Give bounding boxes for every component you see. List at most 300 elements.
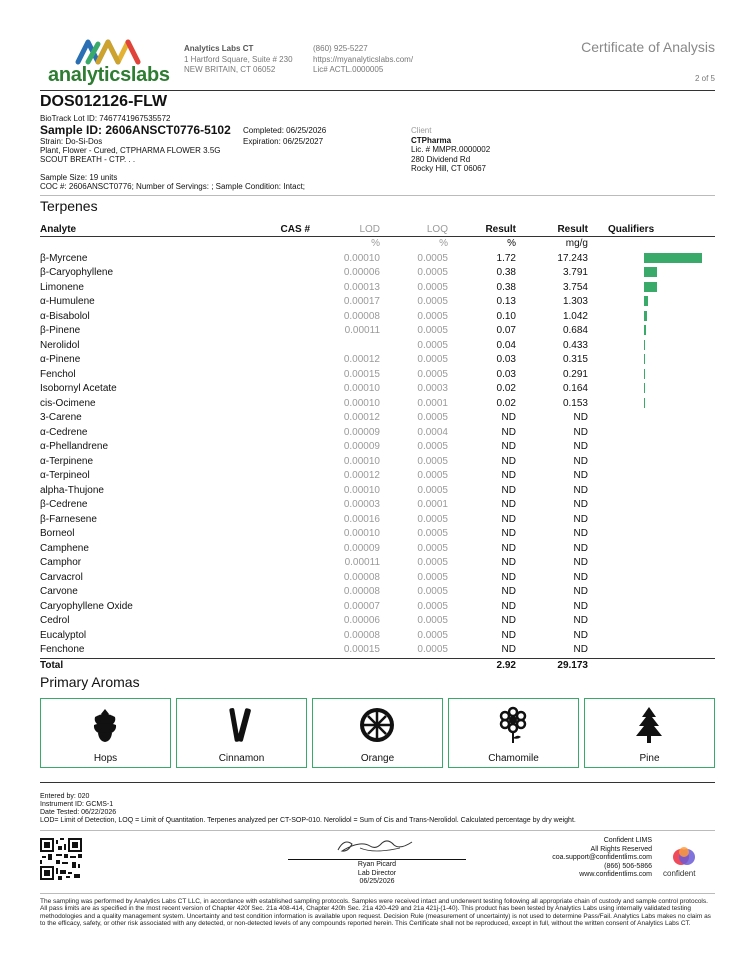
- terpenes-header-row: [40, 223, 715, 237]
- result-mg-cell: 1.303: [562, 296, 588, 307]
- qualifier-cell: [588, 455, 715, 470]
- loq-cell: 0.0001: [417, 499, 448, 510]
- result-pct-cell: ND: [501, 615, 516, 626]
- lod-cell: 0.00013: [343, 281, 380, 293]
- analyte-cell: Eucalyptol: [40, 629, 87, 641]
- sample-doc-id: DOS012126-FLW: [40, 93, 168, 110]
- unit-lod: %: [371, 238, 380, 249]
- analyte-cell: α-Phellandrene: [40, 441, 109, 452]
- analyte-cell: β-Caryophyllene: [40, 267, 114, 278]
- result-pct-cell: ND: [501, 542, 516, 554]
- result-pct-cell: ND: [501, 412, 516, 423]
- analyte-cell: Carvacrol: [40, 571, 83, 583]
- terpene-row: [40, 411, 715, 426]
- analyte-cell: α-Terpineol: [40, 470, 90, 481]
- result-bar: [644, 267, 657, 277]
- result-pct-cell: 0.04: [496, 339, 516, 351]
- loq-cell: 0.0005: [417, 368, 448, 380]
- sample-divider: [40, 195, 715, 196]
- result-mg-cell: ND: [573, 600, 588, 612]
- orange-icon: [357, 705, 397, 745]
- analyte-cell: α-Pinene: [40, 354, 81, 365]
- col-lod: LOD: [310, 223, 380, 237]
- loq-cell: 0.0005: [417, 310, 448, 322]
- terpene-row: [40, 339, 715, 354]
- qualifier-cell: [588, 426, 715, 441]
- qualifier-cell: [588, 339, 715, 354]
- instrument-id: Instrument ID: GCMS-1: [40, 801, 114, 808]
- cas-cell: [220, 469, 310, 484]
- qualifier-cell: [588, 281, 715, 296]
- result-pct-cell: 0.02: [496, 397, 516, 409]
- qualifier-cell: [588, 266, 715, 281]
- company-phone: (860) 925-5227: [313, 44, 368, 53]
- analyte-cell: Cedrol: [40, 615, 70, 626]
- cas-cell: [220, 455, 310, 470]
- lims-email[interactable]: coa.support@confidentlims.com: [552, 854, 652, 861]
- loq-cell: 0.0005: [417, 528, 448, 539]
- cas-cell: [220, 266, 310, 281]
- result-mg-cell: ND: [573, 441, 588, 452]
- qualifier-cell: [588, 484, 715, 499]
- qualifier-cell: [588, 252, 715, 267]
- result-pct-cell: ND: [501, 600, 516, 612]
- terpene-row: [40, 440, 715, 455]
- sample-expiration: Expiration: 06/25/2027: [243, 137, 324, 146]
- company-website[interactable]: https://myanalyticslabs.com/: [313, 54, 414, 64]
- lod-cell: 0.00017: [343, 296, 380, 307]
- logo-text: analyticslabs: [48, 64, 170, 86]
- cas-cell: [220, 411, 310, 426]
- analyte-cell: α-Terpinene: [40, 455, 94, 467]
- qualifier-cell: [588, 513, 715, 528]
- col-cas: CAS #: [220, 223, 310, 237]
- company-address-2: NEW BRITAIN, CT 06052: [184, 65, 276, 74]
- signer-block: [288, 861, 466, 887]
- analyte-cell: Isobornyl Acetate: [40, 383, 117, 394]
- signer-date: 06/25/2026: [359, 878, 395, 885]
- lod-cell: 0.00008: [343, 571, 380, 583]
- qualifier-cell: [588, 585, 715, 600]
- terpene-row: [40, 382, 715, 397]
- analyte-cell: α-Bisabolol: [40, 310, 90, 322]
- result-pct-cell: 1.72: [496, 252, 516, 264]
- total-lod: [310, 658, 380, 673]
- analyte-cell: Fenchone: [40, 644, 85, 655]
- result-mg-cell: 3.754: [562, 281, 588, 293]
- analyte-cell: Caryophyllene Oxide: [40, 600, 133, 612]
- lod-cell: 0.00007: [343, 600, 380, 612]
- qualifier-cell: [588, 527, 715, 542]
- result-bar: [644, 296, 648, 306]
- sample-product: SCOUT BREATH - CTP. . .: [40, 155, 136, 164]
- result-pct-cell: 0.13: [496, 296, 516, 307]
- terpene-row: [40, 643, 715, 658]
- col-result-pct: Result: [448, 223, 516, 237]
- terpene-row: [40, 513, 715, 528]
- cas-cell: [220, 556, 310, 571]
- client-address-2: Rocky Hill, CT 06067: [411, 164, 486, 173]
- result-pct-cell: ND: [501, 557, 516, 568]
- total-qualifier: [588, 658, 715, 673]
- disclaimer-text: The sampling was performed by Analytics Labs CT LLC, in accordance with established sampling protocols. Samples were received intact and underwent testing following all appropriate chain of custody and sample control protocols. All pass limits are as specified in the most recent version of Chapter 420f Sec. 21a 408-414, Chapter 420h Sec. 21a 420-429 and 21a 421j-(1-40). This product has been tested by Analytics Labs using internally validated testing methodologies and a quality management system. Uncertainty and test condition information is available upon request. Decision Rule (measurement of uncertainty) is not used to determine Pass/Fail. Analytics Labs makes no claim as to the efficacy, safety, or other risk associated with any detected, or non-detected levels of any compounds reported herein. This Certificate shall not be reproduced, except in full, without the written consent of Analytics Labs CT.: [40, 898, 711, 928]
- qualifier-cell: [588, 368, 715, 383]
- result-pct-cell: 0.03: [496, 354, 516, 365]
- cas-cell: [220, 527, 310, 542]
- cas-cell: [220, 571, 310, 586]
- result-pct-cell: ND: [501, 470, 516, 481]
- cas-cell: [220, 585, 310, 600]
- lod-cell: 0.00012: [343, 412, 380, 423]
- result-bar: [644, 369, 645, 379]
- lod-cell: 0.00010: [343, 484, 380, 496]
- total-cas: [220, 658, 310, 673]
- result-mg-cell: ND: [573, 644, 588, 655]
- cas-cell: [220, 397, 310, 412]
- loq-cell: 0.0005: [417, 615, 448, 626]
- aroma-label: Chamomile: [488, 753, 539, 764]
- terpene-row: [40, 266, 715, 281]
- result-mg-cell: ND: [573, 629, 588, 641]
- result-pct-cell: ND: [501, 528, 516, 539]
- loq-cell: 0.0005: [417, 484, 448, 496]
- lod-cell: 0.00008: [343, 586, 380, 597]
- footer-divider: [40, 830, 715, 831]
- terpene-row: [40, 295, 715, 310]
- lod-cell: 0.00010: [343, 252, 380, 264]
- terpene-row: [40, 426, 715, 441]
- terpene-row: [40, 600, 715, 615]
- result-pct-cell: ND: [501, 426, 516, 438]
- lod-cell: 0.00008: [343, 629, 380, 641]
- qualifier-cell: [588, 614, 715, 629]
- result-bar: [644, 354, 645, 364]
- lod-cell: 0.00016: [343, 513, 380, 525]
- pine-icon: [629, 705, 669, 745]
- date-tested: Date Tested: 06/22/2026: [40, 809, 117, 816]
- signature-image: [330, 834, 420, 858]
- result-pct-cell: ND: [501, 629, 516, 641]
- analyte-cell: β-Farnesene: [40, 513, 97, 525]
- cas-cell: [220, 629, 310, 644]
- hops-icon: [85, 705, 125, 745]
- cas-cell: [220, 281, 310, 296]
- lod-cell: 0.00003: [343, 499, 380, 510]
- confident-logo-text: confident: [663, 869, 696, 878]
- result-bar: [644, 383, 645, 393]
- result-mg-cell: ND: [573, 615, 588, 626]
- units-row: [40, 237, 715, 252]
- result-mg-cell: 0.433: [562, 339, 588, 351]
- doc-title: Certificate of Analysis: [581, 39, 715, 55]
- loq-cell: 0.0005: [417, 513, 448, 525]
- result-mg-cell: ND: [573, 571, 588, 583]
- loq-cell: 0.0004: [417, 426, 448, 438]
- company-info: [184, 44, 293, 76]
- result-pct-cell: ND: [501, 571, 516, 583]
- terpenes-table: [40, 223, 715, 673]
- analyte-cell: Nerolidol: [40, 339, 80, 351]
- signer-name: Ryan Picard: [357, 861, 397, 868]
- result-pct-cell: ND: [501, 513, 516, 525]
- analyte-cell: 3-Carene: [40, 412, 82, 423]
- terpene-row: [40, 614, 715, 629]
- company-address-1: 1 Hartford Square, Suite # 230: [184, 54, 293, 64]
- loq-cell: 0.0005: [417, 571, 448, 583]
- cas-cell: [220, 498, 310, 513]
- qualifier-cell: [588, 382, 715, 397]
- result-pct-cell: ND: [501, 499, 516, 510]
- result-mg-cell: ND: [573, 528, 588, 539]
- client-label: Client: [411, 126, 432, 135]
- analyte-cell: Camphor: [40, 557, 82, 568]
- cas-cell: [220, 643, 310, 658]
- analyte-cell: β-Cedrene: [40, 499, 88, 510]
- terpene-row: [40, 252, 715, 267]
- logo-mark-icon: [48, 36, 168, 66]
- cas-cell: [220, 513, 310, 528]
- lod-cell: 0.00010: [343, 397, 380, 409]
- company-logo: [48, 36, 168, 88]
- lod-cell: [310, 339, 380, 354]
- col-analyte: Analyte: [40, 223, 220, 237]
- terpenes-section-title: Terpenes: [40, 198, 98, 214]
- result-pct-cell: ND: [501, 455, 516, 467]
- lod-cell: 0.00010: [343, 455, 380, 467]
- loq-cell: 0.0005: [417, 644, 448, 655]
- sample-id: Sample ID: 2606ANSCT0776-5102: [40, 123, 231, 137]
- cas-cell: [220, 339, 310, 354]
- cas-cell: [220, 484, 310, 499]
- client-license: Lic. # MMPR.0000002: [411, 145, 491, 154]
- loq-cell: 0.0005: [417, 455, 448, 467]
- loq-cell: 0.0005: [417, 281, 448, 293]
- lod-cell: 0.00010: [343, 528, 380, 539]
- sample-matrix: Plant, Flower - Cured, CTPHARMA FLOWER 3.5G: [40, 146, 221, 155]
- terpene-row: [40, 310, 715, 325]
- result-mg-cell: 3.791: [562, 267, 588, 278]
- signature-line: [288, 859, 466, 860]
- sample-size: Sample Size: 19 units: [40, 173, 118, 182]
- qualifier-cell: [588, 295, 715, 310]
- qualifier-cell: [588, 440, 715, 455]
- terpene-row: [40, 571, 715, 586]
- loq-cell: 0.0005: [417, 267, 448, 278]
- aroma-card-cinnamon: [176, 698, 307, 768]
- analyte-cell: Limonene: [40, 281, 84, 293]
- terpene-row: [40, 542, 715, 557]
- aroma-label: Orange: [360, 753, 395, 764]
- loq-cell: 0.0005: [417, 252, 448, 264]
- unit-result-mg: mg/g: [565, 238, 588, 249]
- qualifier-cell: [588, 643, 715, 658]
- lod-cell: 0.00010: [343, 383, 380, 394]
- loq-cell: 0.0005: [417, 557, 448, 568]
- lims-block: [552, 837, 652, 880]
- lod-cell: 0.00015: [343, 644, 380, 655]
- company-license: Lic# ACTL.0000005: [313, 65, 384, 74]
- result-mg-cell: ND: [573, 455, 588, 467]
- client-block: [411, 126, 490, 174]
- result-pct-cell: 0.10: [496, 310, 516, 322]
- sample-coc: COC #: 2606ANSCT0776; Number of Servings: ; Sample Condition: Intact;: [40, 182, 306, 191]
- result-mg-cell: ND: [573, 586, 588, 597]
- qualifier-cell: [588, 310, 715, 325]
- result-pct-cell: 0.38: [496, 267, 516, 278]
- loq-cell: 0.0005: [417, 600, 448, 612]
- terpene-row: [40, 585, 715, 600]
- terpene-row: [40, 324, 715, 339]
- lims-rights: All Rights Reserved: [590, 845, 652, 853]
- result-mg-cell: 1.042: [562, 310, 588, 322]
- cas-cell: [220, 310, 310, 325]
- analyte-cell: α-Cedrene: [40, 426, 88, 438]
- cas-cell: [220, 440, 310, 455]
- analyte-cell: Fenchol: [40, 368, 76, 380]
- lod-cell: 0.00009: [343, 441, 380, 452]
- terpene-row: [40, 556, 715, 571]
- aromas-divider: [40, 782, 715, 783]
- col-qualifiers: Qualifiers: [588, 223, 715, 237]
- lod-cell: 0.00009: [343, 542, 380, 554]
- loq-cell: 0.0005: [417, 470, 448, 481]
- analyte-cell: alpha-Thujone: [40, 484, 104, 496]
- loq-cell: 0.0005: [417, 586, 448, 597]
- result-pct-cell: ND: [501, 441, 516, 452]
- cas-cell: [220, 368, 310, 383]
- result-mg-cell: ND: [573, 499, 588, 510]
- result-mg-cell: 17.243: [557, 252, 588, 264]
- total-pct: 2.92: [448, 658, 516, 673]
- analyte-cell: Carvone: [40, 586, 78, 597]
- total-loq: [380, 658, 448, 673]
- loq-cell: 0.0001: [417, 397, 448, 409]
- lod-cell: 0.00011: [344, 557, 380, 568]
- result-mg-cell: ND: [573, 513, 588, 525]
- analyte-cell: cis-Ocimene: [40, 397, 96, 409]
- loq-cell: 0.0005: [417, 354, 448, 365]
- result-bar: [644, 340, 645, 350]
- terpene-row: [40, 484, 715, 499]
- analyte-cell: Borneol: [40, 528, 75, 539]
- result-mg-cell: 0.153: [562, 397, 588, 409]
- result-bar: [644, 253, 702, 263]
- cas-cell: [220, 542, 310, 557]
- cas-cell: [220, 324, 310, 339]
- lims-phone: (866) 506-5866: [604, 862, 652, 870]
- result-mg-cell: 0.291: [562, 368, 588, 380]
- result-pct-cell: 0.03: [496, 368, 516, 380]
- terpene-row: [40, 455, 715, 470]
- sample-completed: Completed: 06/25/2026: [243, 126, 327, 135]
- cas-cell: [220, 353, 310, 368]
- result-mg-cell: ND: [573, 470, 588, 481]
- lims-name: Confident LIMS: [603, 837, 652, 844]
- result-mg-cell: ND: [573, 557, 588, 568]
- terpene-row: [40, 368, 715, 383]
- signer-title: Lab Director: [357, 869, 397, 877]
- terpene-row: [40, 469, 715, 484]
- terpene-row: [40, 629, 715, 644]
- cas-cell: [220, 295, 310, 310]
- aroma-card-orange: [312, 698, 443, 768]
- result-mg-cell: 0.164: [562, 383, 588, 394]
- client-name: CTPharma: [411, 135, 452, 145]
- aroma-label: Pine: [639, 753, 660, 764]
- result-mg-cell: 0.315: [562, 354, 588, 365]
- company-name: Analytics Labs CT: [184, 44, 254, 53]
- result-mg-cell: ND: [573, 542, 588, 554]
- qualifier-cell: [588, 324, 715, 339]
- header-divider: [40, 90, 715, 91]
- aromas-section-title: Primary Aromas: [40, 674, 140, 690]
- lod-cell: 0.00015: [343, 368, 380, 380]
- result-bar: [644, 311, 647, 321]
- result-bar: [644, 282, 657, 292]
- analyte-cell: α-Humulene: [40, 296, 95, 307]
- terpene-row: [40, 527, 715, 542]
- loq-cell: 0.0005: [417, 412, 448, 423]
- result-pct-cell: ND: [501, 484, 516, 496]
- result-bar: [644, 325, 646, 335]
- unit-loq: %: [439, 238, 448, 249]
- lod-cell: 0.00009: [343, 426, 380, 438]
- result-pct-cell: 0.02: [496, 383, 516, 394]
- loq-cell: 0.0005: [417, 296, 448, 307]
- lod-cell: 0.00011: [344, 325, 380, 336]
- aroma-card-pine: [584, 698, 715, 768]
- result-mg-cell: 0.684: [562, 325, 588, 336]
- analyte-cell: β-Pinene: [40, 325, 81, 336]
- sample-strain: Strain: Do-Si-Dos: [40, 137, 103, 146]
- analyte-cell: Camphene: [40, 542, 89, 554]
- cas-cell: [220, 426, 310, 441]
- result-pct-cell: 0.07: [496, 325, 516, 336]
- cas-cell: [220, 614, 310, 629]
- loq-cell: 0.0005: [417, 542, 448, 554]
- col-loq: LOQ: [380, 223, 448, 237]
- cas-cell: [220, 382, 310, 397]
- disclaimer-divider: [40, 893, 715, 894]
- lod-note: LOD= Limit of Detection, LOQ = Limit of Quantitation. Terpenes analyzed per CT-SOP-010. Nerolidol = Sum of Cis and Trans-Nerolidol. Calculated percentage by dry weight.: [40, 817, 576, 824]
- cas-cell: [220, 252, 310, 267]
- lims-website[interactable]: www.confidentlims.com: [579, 871, 652, 878]
- qualifier-cell: [588, 629, 715, 644]
- loq-cell: 0.0003: [417, 383, 448, 394]
- terpene-row: [40, 281, 715, 296]
- total-mg: 29.173: [516, 658, 588, 673]
- qualifier-cell: [588, 353, 715, 368]
- result-mg-cell: ND: [573, 426, 588, 438]
- chamomile-icon: [493, 705, 533, 745]
- terpene-row: [40, 397, 715, 412]
- lod-cell: 0.00008: [343, 310, 380, 322]
- confident-logo-icon: [672, 846, 696, 868]
- result-bar: [644, 398, 645, 408]
- result-pct-cell: ND: [501, 586, 516, 597]
- qualifier-cell: [588, 397, 715, 412]
- col-result-mg: Result: [516, 223, 588, 237]
- aroma-label: Cinnamon: [218, 753, 265, 764]
- cas-cell: [220, 600, 310, 615]
- loq-cell: 0.0005: [417, 325, 448, 336]
- result-mg-cell: ND: [573, 484, 588, 496]
- lod-cell: 0.00006: [343, 615, 380, 626]
- total-label: Total: [40, 658, 220, 673]
- result-pct-cell: ND: [501, 644, 516, 655]
- qr-code-icon[interactable]: [40, 838, 82, 880]
- qualifier-cell: [588, 411, 715, 426]
